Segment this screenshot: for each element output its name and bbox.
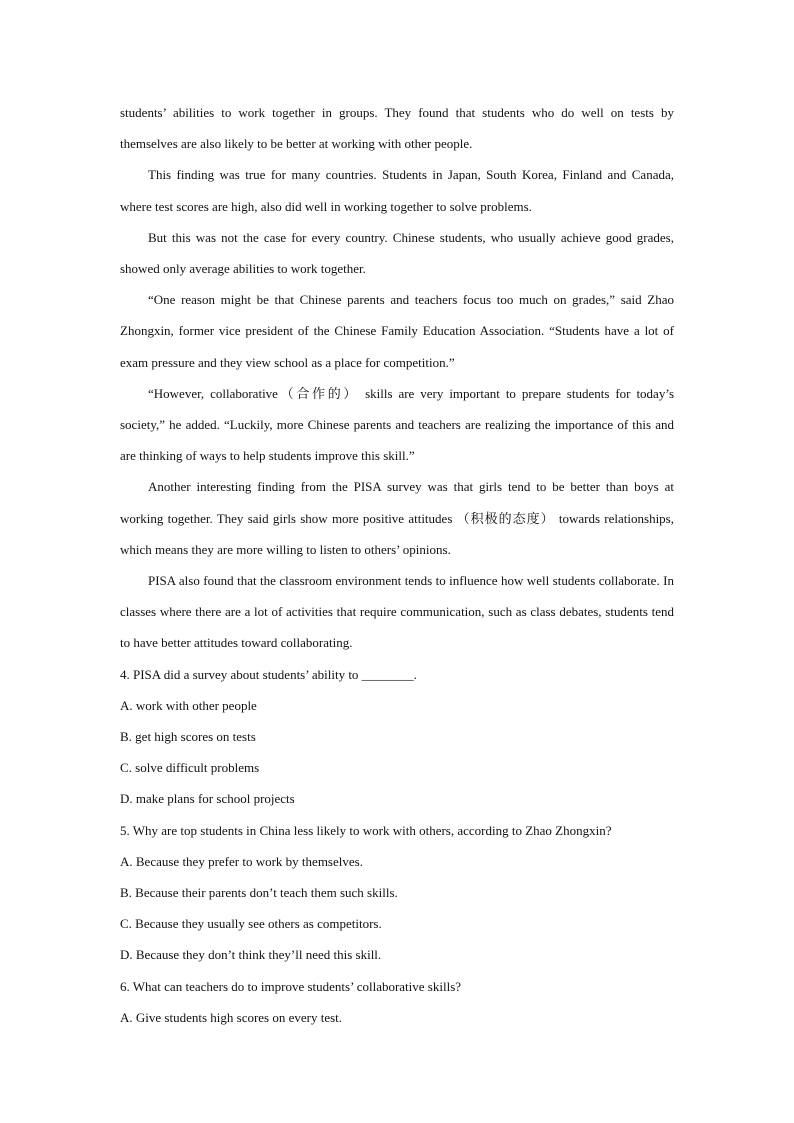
question-stem: 4. PISA did a survey about students’ ability to ________. [120,666,417,682]
answer-option-d: D. Because they don’t think they’ll need this skill. [120,947,382,963]
passage-paragraph: This finding was true for many countries. Students in Japan, South Korea, Finland and Canada, where test scores are high, also did well in working together to solve problems. [120,167,674,214]
answer-option-c: C. solve difficult problems [120,760,260,776]
passage-paragraph: PISA also found that the classroom environment tends to influence how well students collaborate. In classes where there are a lot of activities that require communication, such as class debates, students tend to have better attitudes toward collaborating. [120,573,674,651]
answer-option-a: A. work with other people [120,697,257,713]
answer-option-a: A. Because they prefer to work by themselves. [120,853,363,869]
answer-option-a: A. Give students high scores on every test. [120,1009,343,1025]
answer-option-b: B. get high scores on tests [120,729,256,745]
passage-paragraph: students’ abilities to work together in groups. They found that students who do well on tests by themselves are also likely to be better at working with other people. [120,105,674,152]
question-stem: 6. What can teachers do to improve students’ collaborative skills? [120,978,462,994]
question-6 [120,971,674,1033]
document-page [120,97,674,1033]
question-5 [120,815,674,971]
passage-paragraph: But this was not the case for every country. Chinese students, who usually achieve good grades, showed only average abilities to work together. [120,229,674,277]
answer-option-d: D. make plans for school projects [120,791,295,807]
question-4 [120,659,674,815]
passage-paragraph: Another interesting finding from the PISA survey was that girls tend to be better than boys at working together. They said girls show more positive attitudes （积极的态度） towards relationships, which means they are more willing to listen to others’ opinions. [120,479,674,557]
passage-paragraph: “One reason might be that Chinese parents and teachers focus too much on grades,” said Zhao Zhongxin, former vice president of the Chinese Family Education Association. “Students have a lot of exam pressure and they view school as a place for competition.” [120,292,674,370]
passage-paragraph: “However, collaborative（合作的） skills are very important to prepare students for today’s society,” he added. “Luckily, more Chinese parents and teachers are realizing the importance of this and are thinking of ways to help students improve this skill.” [120,385,674,464]
answer-option-b: B. Because their parents don’t teach them such skills. [120,885,398,901]
answer-option-c: C. Because they usually see others as competitors. [120,916,382,932]
question-stem: 5. Why are top students in China less likely to work with others, according to Zhao Zhongxin? [120,822,612,838]
